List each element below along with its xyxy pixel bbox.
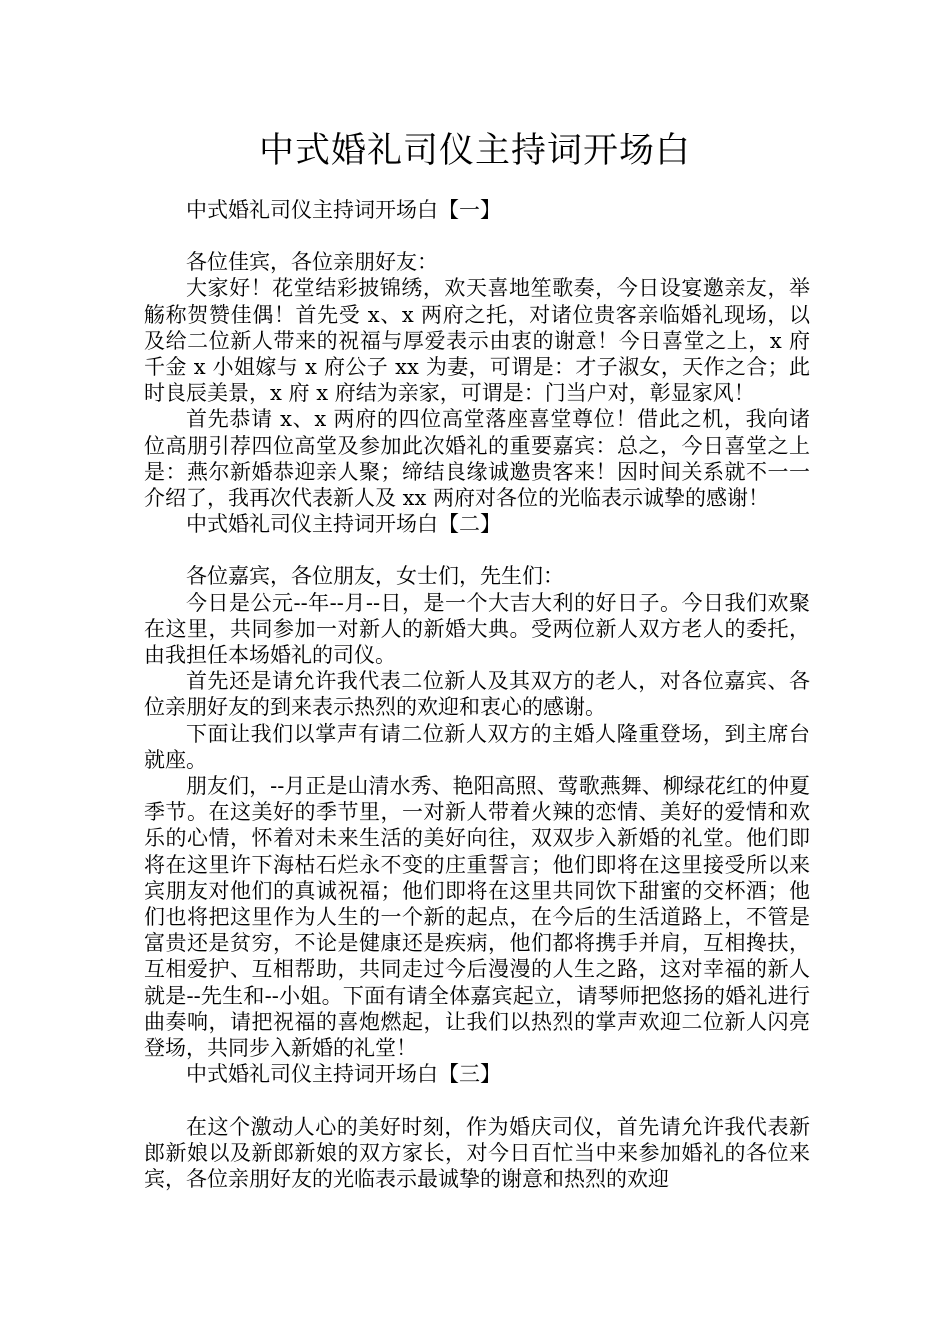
paragraph: 首先还是请允许我代表二位新人及其双方的老人，对各位嘉宾、各位亲朋好友的到来表示热烈的欢迎和衷心的感谢。: [144, 669, 810, 720]
blank-line: [144, 223, 810, 249]
blank-line: [144, 537, 810, 563]
section-heading-2: 中式婚礼司仪主持词开场白【二】: [186, 512, 501, 537]
paragraph: 今日是公元--年--月--日，是一个大吉大利的好日子。今日我们欢聚在这里，共同参加一对新人的新婚大典。受两位新人双方老人的委托，由我担任本场婚礼的司仪。: [144, 590, 810, 668]
paragraph: 在这个激动人心的美好时刻，作为婚庆司仪，首先请允许我代表新郎新娘以及新郎新娘的双方家长，对今日百忙当中来参加婚礼的各位来宾，各位亲朋好友的光临表示最诚挚的谢意和热烈的欢迎: [144, 1114, 810, 1191]
section-heading-3: 中式婚礼司仪主持词开场白【三】: [186, 1062, 501, 1087]
section-heading-1: 中式婚礼司仪主持词开场白【一】: [186, 198, 501, 222]
blank-line: [144, 1088, 810, 1114]
paragraph: 各位嘉宾，各位朋友，女士们，先生们：: [186, 564, 564, 589]
paragraph: 各位佳宾，各位亲朋好友：: [186, 250, 438, 275]
paragraph: 下面让我们以掌声有请二位新人双方的主婚人隆重登场，到主席台就座。: [144, 721, 810, 772]
paragraph: 朋友们，--月正是山清水秀、艳阳高照、莺歌燕舞、柳绿花红的仲夏季节。在这美好的季节里，一对新人带着火辣的恋情、美好的爱情和欢乐的心情，怀着对未来生活的美好向往，双双步入新婚的礼堂。他们即将在这里许下海枯石烂永不变的庄重誓言；他们即将在这里接受所以来宾朋友对他们的真诚祝福；他们即将在这里共同饮下甜蜜的交杯酒；他们也将把这里作为人生的一个新的起点，在今后的生活道路上，不管是富贵还是贫穷，不论是健康还是疾病，他们都将携手并肩，互相搀扶，互相爱护、互相帮助，共同走过今后漫漫的人生之路，这对幸福的新人就是--先生和--小姐。下面有请全体嘉宾起立，请琴师把悠扬的婚礼进行曲奏响，请把祝福的喜炮燃起，让我们以热烈的掌声欢迎二位新人闪亮登场，共同步入新婚的礼堂！: [144, 774, 810, 1061]
document-title: 中式婚礼司仪主持词开场白: [258, 131, 691, 171]
paragraph: 首先恭请 x、x 两府的四位高堂落座喜堂尊位！借此之机，我向诸位高朋引荐四位高堂及参加此次婚礼的重要嘉宾：总之，今日喜堂之上是：燕尔新婚恭迎亲人聚；缔结良缘诚邀贵客来！因时间关系就不一一介绍了，我再次代表新人及 xx 两府对各位的光临表示诚挚的感谢！: [144, 407, 810, 511]
document-body: [144, 197, 810, 1192]
paragraph: 大家好！花堂结彩披锦绣，欢天喜地笙歌奏，今日设宴邀亲友，举觞称贺赞佳偶！首先受 x、x 两府之托，对诸位贵客亲临婚礼现场，以及给二位新人带来的祝福与厚爱表示由衷的谢意！今日喜堂之上，x 府千金 x 小姐嫁与 x 府公子 xx 为妻，可谓是：才子淑女，天作之合；此时良辰美景，x 府 x 府结为亲家，可谓是：门当户对，彰显家风！: [144, 276, 810, 406]
